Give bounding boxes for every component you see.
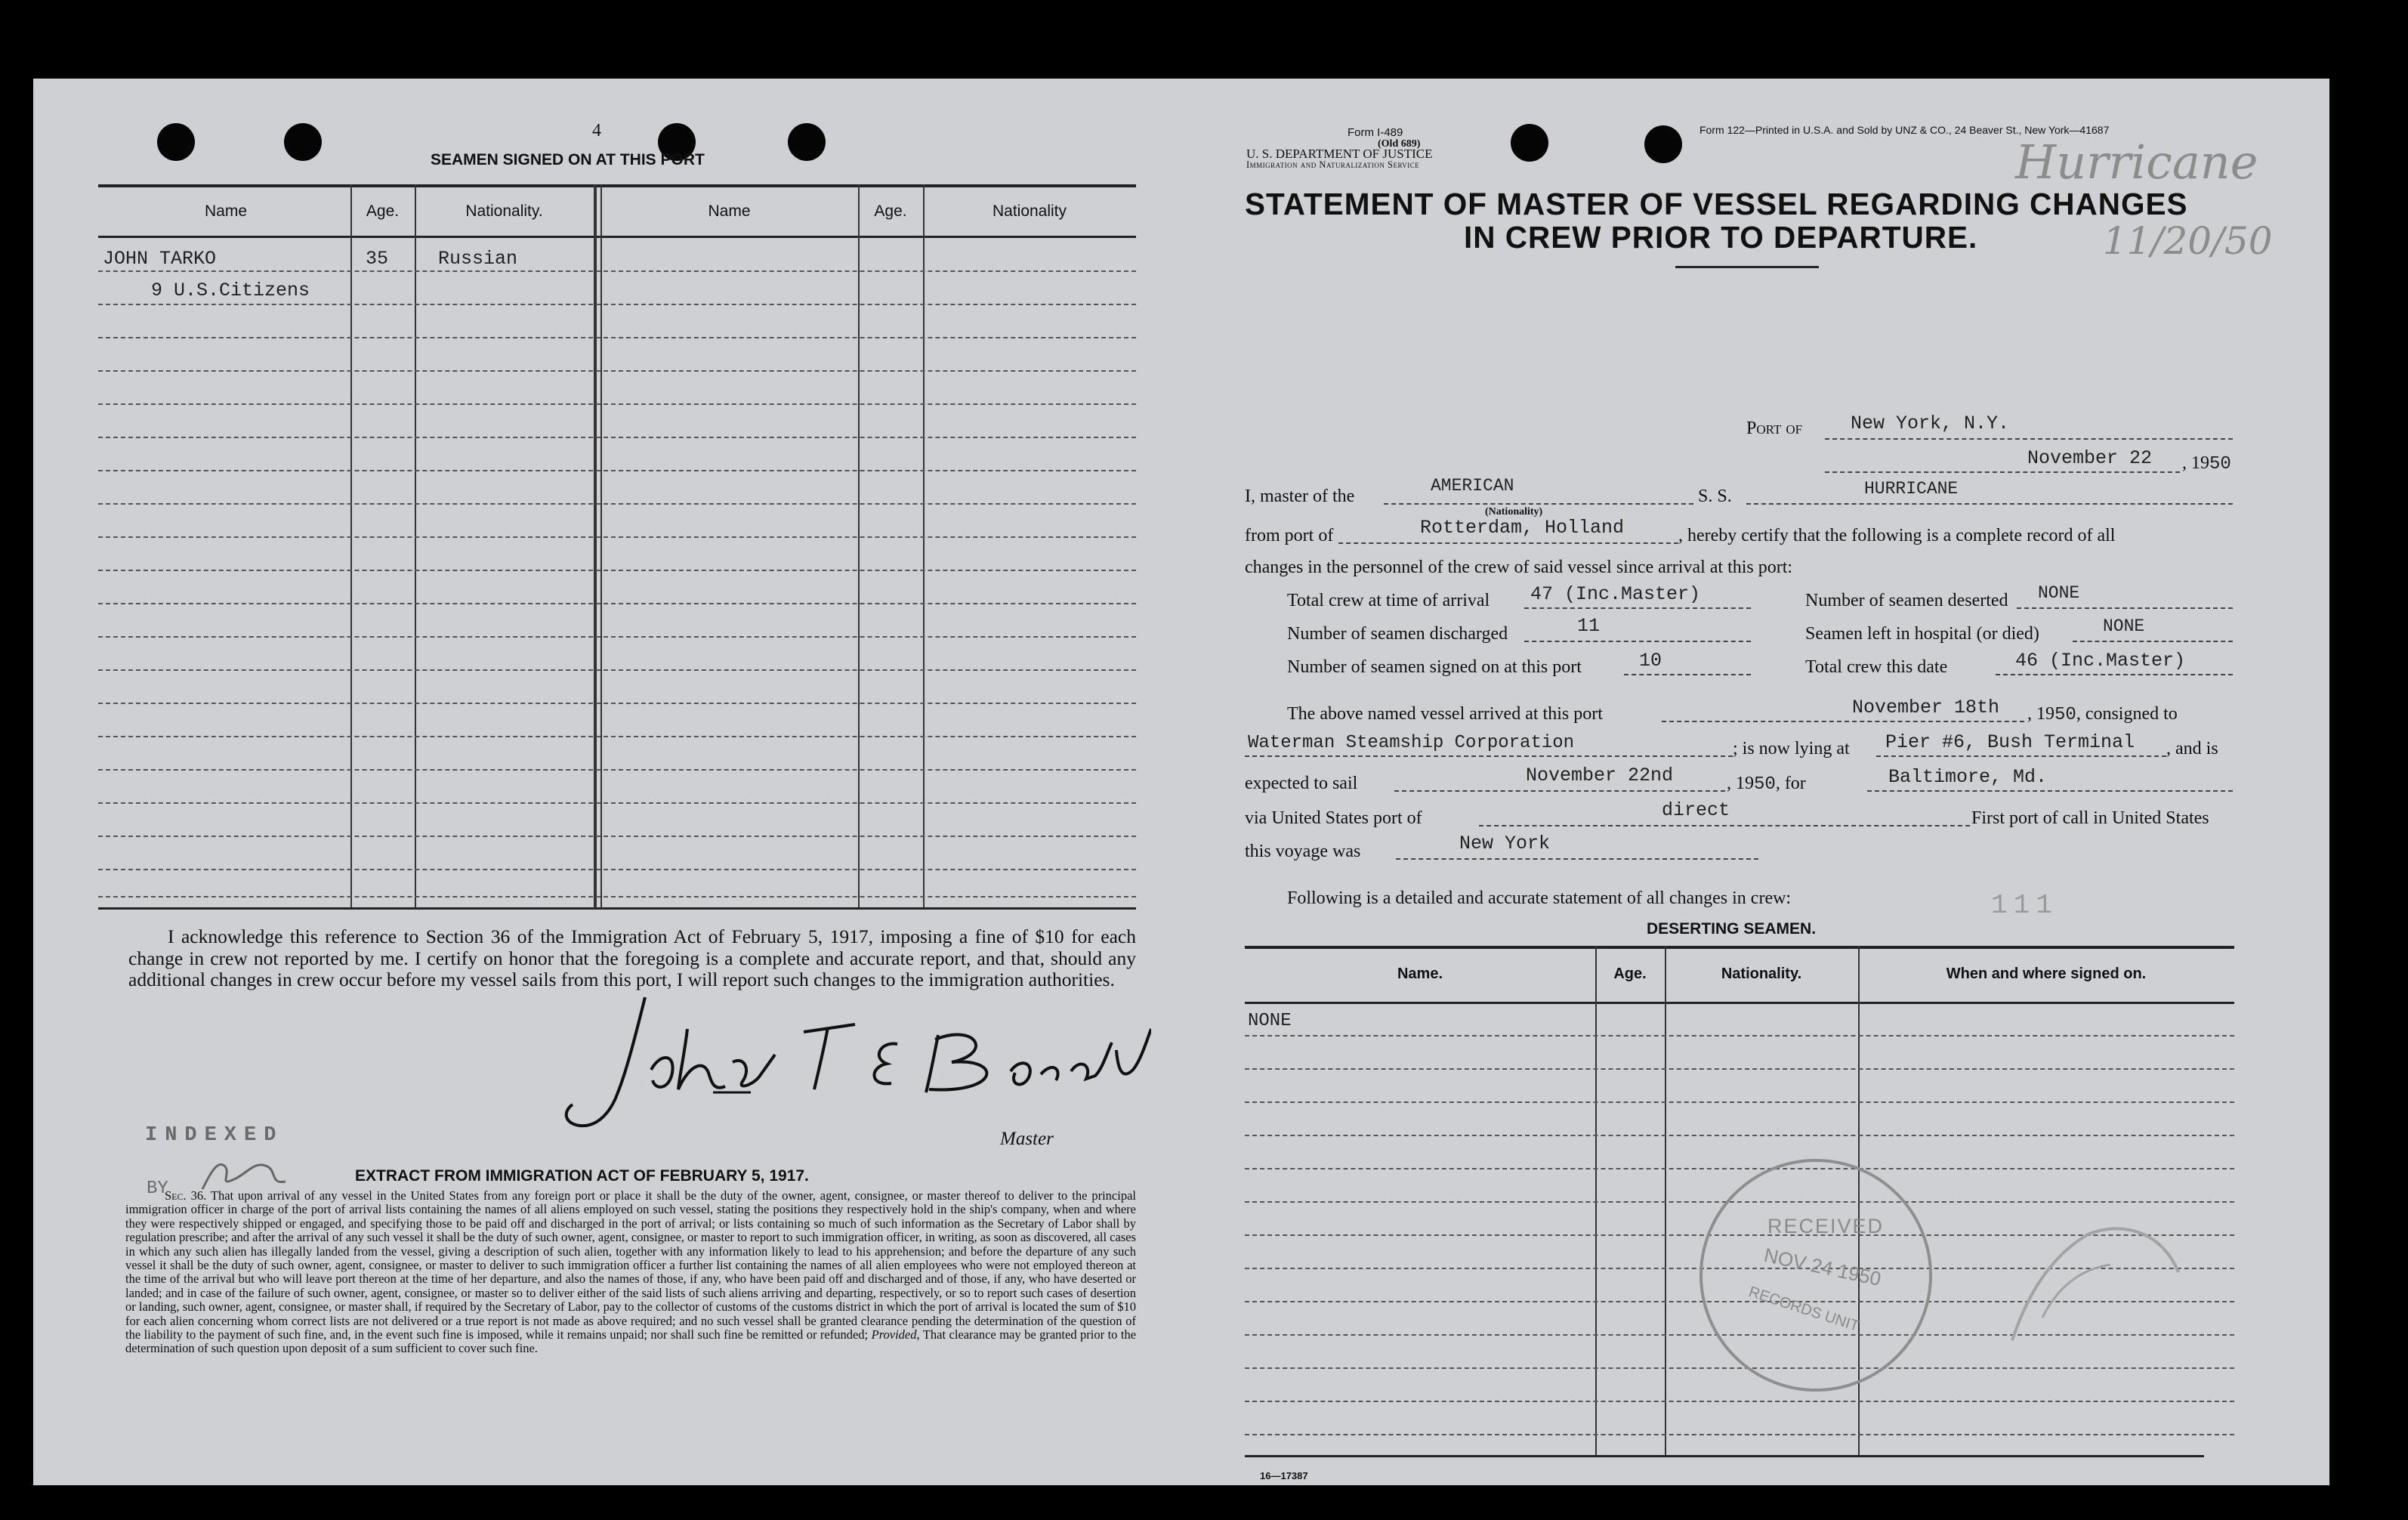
column-header-name-2: Name	[708, 202, 751, 220]
table-row-line	[98, 304, 1136, 305]
numbered-stamp: 111	[1991, 890, 2058, 921]
consignee-line	[1245, 755, 1733, 757]
deserting-header-signed-on: When and where signed on.	[1946, 965, 2147, 982]
table-row-line	[98, 337, 1136, 338]
port-of-line	[1825, 438, 2233, 440]
column-divider	[858, 184, 860, 908]
table-row-line	[98, 669, 1136, 671]
consignee-value: Waterman Steamship Corporation	[1248, 733, 1575, 753]
seaman-name: JOHN TARKO	[103, 248, 217, 270]
lying-label: ; is now lying at	[1733, 739, 1850, 758]
arrived-year-value: 50	[2055, 705, 2076, 725]
certify-text: , hereby certify that the following is a complete record of all	[1678, 526, 2116, 545]
table-row-line	[98, 536, 1136, 538]
table-row-line	[98, 603, 1136, 604]
lying-line	[1876, 755, 2166, 757]
arrived-year: , 1950, consigned to	[2027, 704, 2178, 725]
deserting-header-nationality: Nationality.	[1721, 965, 1802, 982]
voyage-value: New York	[1459, 833, 1551, 854]
date-year-value: 50	[2209, 454, 2231, 474]
date-value: November 22	[2027, 447, 2153, 469]
column-header-nationality: Nationality.	[465, 202, 543, 220]
form-title-line2: IN CREW PRIOR TO DEPARTURE.	[1464, 220, 1978, 255]
indexed-stamp: INDEXED	[145, 1124, 284, 1147]
from-port-value: Rotterdam, Holland	[1420, 517, 1625, 539]
deserting-column-divider	[1665, 946, 1666, 1455]
page-number: 4	[592, 121, 601, 141]
arrived-line	[1662, 721, 2024, 722]
table-header-rule	[98, 236, 1136, 238]
deserting-row-line	[1245, 1401, 2234, 1402]
voyage-line	[1396, 858, 1758, 860]
seaman-age: 35	[366, 248, 389, 270]
received-stamp-date: NOV 24 1950	[1761, 1243, 1884, 1291]
binder-hole	[788, 123, 826, 161]
extract-text	[125, 1189, 1136, 1356]
and-is-text: , and is	[2166, 739, 2218, 758]
deserting-row-line	[1245, 1068, 2234, 1070]
table-row-line	[98, 896, 1136, 897]
deserting-row-line	[1245, 1168, 2234, 1169]
total-arrival-line	[1524, 607, 1751, 609]
deserting-table-top	[1245, 946, 2234, 949]
table-row-line	[98, 270, 1136, 272]
discharged-line	[1524, 641, 1751, 642]
column-header-name: Name	[204, 202, 248, 220]
for-line	[1867, 790, 2233, 792]
department-name: U. S. DEPARTMENT OF JUSTICE	[1246, 147, 1433, 161]
table-row-line	[98, 769, 1136, 771]
signed-on-value: 10	[1639, 650, 1662, 672]
form-title-line1: STATEMENT OF MASTER OF VESSEL REGARDING CHANGES	[1245, 187, 2188, 221]
lying-value: Pier #6, Bush Terminal	[1885, 731, 2135, 753]
deserting-row-line	[1245, 1035, 2234, 1037]
received-stamp	[1699, 1159, 1932, 1392]
date-line	[1825, 471, 2180, 473]
deserted-value: NONE	[2038, 583, 2080, 603]
column-divider	[923, 184, 925, 908]
column-divider	[600, 184, 602, 908]
seaman-name: 9 U.S.Citizens	[151, 280, 310, 301]
master-of-label: I, master of the	[1245, 487, 1355, 506]
following-text: Following is a detailed and accurate statement of all changes in crew:	[1287, 888, 1792, 908]
indexed-by-label: BY	[147, 1179, 168, 1199]
expected-value: November 22nd	[1526, 765, 1674, 786]
binder-hole	[157, 123, 195, 161]
deserting-entry: NONE	[1248, 1011, 1292, 1031]
binder-hole	[1511, 124, 1548, 162]
service-name: Immigration and Naturalization Service	[1246, 159, 1420, 170]
total-arrival-label: Total crew at time of arrival	[1287, 591, 1490, 610]
expected-year: , 1950, for	[1727, 774, 1806, 795]
table-row-line	[98, 403, 1136, 405]
table-row-line	[98, 503, 1136, 505]
table-row-line	[98, 703, 1136, 704]
extract-title: EXTRACT FROM IMMIGRATION ACT OF FEBRUARY 5, 1917.	[355, 1167, 809, 1185]
hospital-label: Seamen left in hospital (or died)	[1805, 624, 2039, 644]
total-arrival-value: 47 (Inc.Master)	[1530, 583, 1701, 605]
column-divider	[594, 184, 597, 908]
deserted-label: Number of seamen deserted	[1805, 591, 2008, 610]
expected-label: expected to sail	[1245, 774, 1358, 793]
column-divider	[350, 184, 352, 908]
title-underline	[1675, 266, 1819, 268]
from-port-label: from port of	[1245, 526, 1334, 545]
table-row-line	[98, 636, 1136, 638]
via-label: via United States port of	[1245, 808, 1422, 828]
port-of-label: Port of	[1746, 419, 1803, 438]
changes-text: changes in the personnel of the crew of said vessel since arrival at this port:	[1245, 558, 1793, 577]
received-stamp-title: RECEIVED	[1767, 1215, 1885, 1237]
discharged-label: Number of seamen discharged	[1287, 624, 1508, 644]
faint-stamp-mark	[1997, 1204, 2193, 1355]
via-line	[1479, 825, 1970, 826]
discharged-value: 11	[1577, 615, 1601, 637]
arrived-value: November 18th	[1852, 697, 2000, 718]
nationality-caption: (Nationality)	[1485, 506, 1543, 517]
table-row-line	[98, 470, 1136, 471]
printer-line: Form 122—Printed in U.S.A. and Sold by UNZ & CO., 24 Beaver St., New York—41687	[1699, 124, 2110, 136]
deserting-title: DESERTING SEAMEN.	[1647, 920, 1817, 938]
handwritten-date: 11/20/50	[2103, 219, 2273, 263]
extract-tail: That clearance may be granted prior to the determination of such question upon deposit of a sum sufficient to cover such fine.	[125, 1327, 1137, 1356]
extract-section: Sec. 36.	[165, 1188, 207, 1203]
first-port-label: First port of call in United States	[1971, 808, 2209, 828]
deserting-row-line	[1245, 1135, 2234, 1136]
expected-year-value: 50	[1754, 774, 1776, 795]
table-row-line	[98, 802, 1136, 804]
deserting-row-line	[1245, 1367, 2234, 1369]
table-row-line	[98, 836, 1136, 837]
deserting-row-line	[1245, 1434, 2234, 1435]
date-year: , 1950	[2182, 453, 2231, 474]
date-year-prefix: 19	[2191, 453, 2209, 473]
document-sheet	[33, 79, 2329, 1485]
voyage-label: this voyage was	[1245, 842, 1361, 861]
column-header-age: Age.	[366, 202, 400, 220]
hospital-value: NONE	[2103, 616, 2145, 636]
binder-hole	[1644, 125, 1682, 163]
nationality-line	[1384, 503, 1693, 505]
signature-role: Master	[1000, 1129, 1054, 1149]
table-row-line	[98, 869, 1136, 870]
for-label: , for	[1775, 774, 1806, 793]
form-number: Form I-489	[1348, 126, 1403, 139]
from-port-line	[1338, 542, 1678, 544]
vessel-line	[1746, 503, 2233, 505]
form-old-number: (Old 689)	[1378, 138, 1421, 150]
binder-hole	[284, 123, 322, 161]
vessel-value: HURRICANE	[1864, 479, 1959, 499]
table-row-line	[98, 570, 1136, 571]
signed-on-label: Number of seamen signed on at this port	[1287, 657, 1582, 677]
extract-provided: Provided,	[871, 1327, 920, 1342]
total-date-line	[1996, 674, 2233, 675]
seaman-nationality: Russian	[438, 248, 518, 270]
total-date-value: 46 (Inc.Master)	[2015, 650, 2186, 672]
deserting-table-bottom	[1245, 1455, 2204, 1457]
column-header-nationality-2: Nationality	[992, 202, 1067, 220]
deserting-table-header-rule	[1245, 1002, 2234, 1004]
acknowledgement-text: I acknowledge this reference to Section 36 of the Immigration Act of February 5, 1917, imposing a fine of $10 for each change in crew not reported by me. I certify on honor that the foregoing is a complete and accurate report, and that, should any additional changes in crew occur before my vessel sails from this port, I will report such changes to the immigration authorities.	[128, 925, 1136, 990]
extract-body: That upon arrival of any vessel in the United States from any foreign port or place it shall be the duty of the owner, agent, consignee, or master thereof to deliver to the principal immigration officer in charge of the port of arrival lists containing the names of all aliens employed on such vessel, stating the positions they respectively hold in the ship's company, when and where they were respectively shipped or engaged, and specifying those to be paid off and discharged in the port of arrival; or lists containing so much of such information as the Secretary of Labor shall by regulation prescribe; and after the arrival of any such vessel it shall be the duty of such owner, agent, consignee, or master to report to such immigration officer, in writing, as soon as discovered, all cases in which any such alien has illegally landed from the vessel, giving a description of such alien, together with any information likely to lead to his apprehension; and before the departure of any such vessel it shall be the duty of such owner, agent, consignee, or master to deliver to such immigration officer a further list containing the names of all alien employees who were not employed thereon at the time of the arrival but who will leave port thereon at the time of her departure, and also the names of those, if any, who have been paid off and discharged and of those, if any, who have deserted or landed; and in case of the failure of such owner, agent, consignee, or master so to deliver either of the said lists of such aliens arriving and departing, respectively, or so to report such cases of desertion or landing, such owner, agent, consignee, or master shall, if required by the Secretary of Labor, pay to the collector of customs of the customs district in which the port of arrival is located the sum of $10 for each alien concerning whom correct lists are not delivered or a true report is not made as above required; and no such vessel shall be granted clearance pending the determination of the question of the liability to the payment of such fine, and, in the event such fine is imposed, while it remains unpaid; nor shall such fine be remitted or refunded;	[125, 1188, 1137, 1342]
arrived-label: The above named vessel arrived at this port	[1287, 704, 1603, 724]
column-header-age-2: Age.	[874, 202, 907, 220]
hospital-line	[2073, 641, 2233, 642]
footer-code: 16—17387	[1260, 1470, 1308, 1481]
table-top-rule	[98, 184, 1136, 187]
nationality-value: AMERICAN	[1431, 476, 1514, 496]
master-signature	[554, 979, 1151, 1168]
port-of-value: New York, N.Y.	[1851, 412, 2010, 434]
consigned-label: , consigned to	[2076, 704, 2178, 724]
deserting-row-line	[1245, 1101, 2234, 1103]
deserting-header-name: Name.	[1397, 965, 1443, 982]
via-value: direct	[1662, 799, 1730, 821]
deserted-line	[2017, 607, 2233, 609]
for-value: Baltimore, Md.	[1888, 766, 2048, 788]
received-stamp-unit: RECORDS UNIT	[1746, 1284, 1862, 1336]
table-bottom-rule	[98, 907, 1136, 910]
table-row-line	[98, 370, 1136, 372]
left-page-title: SEAMEN SIGNED ON AT THIS PORT	[431, 151, 705, 168]
table-row-line	[98, 437, 1136, 438]
expected-line	[1394, 790, 1725, 792]
signed-on-line	[1624, 674, 1751, 675]
deserting-header-age: Age.	[1613, 965, 1647, 982]
ss-label: S. S.	[1698, 487, 1732, 506]
handwritten-vessel-name: Hurricane	[2015, 134, 2258, 190]
total-date-label: Total crew this date	[1805, 657, 1948, 677]
table-row-line	[98, 736, 1136, 737]
deserting-column-divider	[1595, 946, 1597, 1455]
column-divider	[415, 184, 416, 908]
